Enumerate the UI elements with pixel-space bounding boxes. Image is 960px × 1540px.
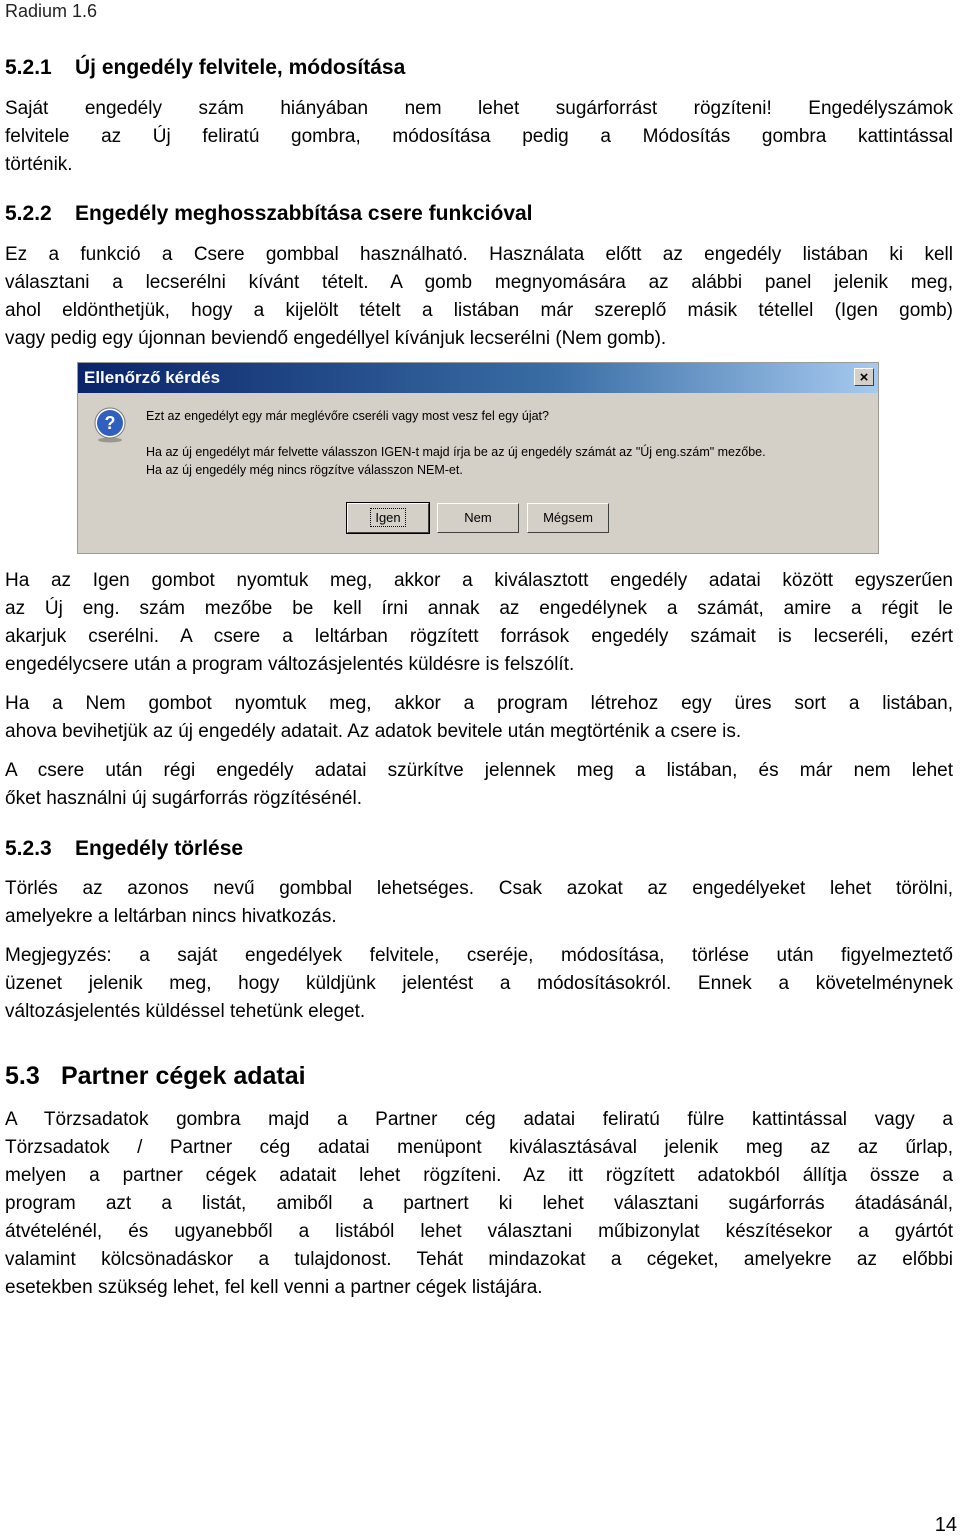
text-line: melyen a partner cégek adatait lehet rögzíteni. Az itt rögzített adatokból állítja össze a (5, 1165, 953, 1186)
text-line: Ha az Igen gombot nyomtuk meg, akkor a kiválasztott engedély adatai között egyszerűen (5, 570, 953, 591)
text-line: vagy pedig egy újonnan beviendő engedéllyel kívánjuk lecserélni (Nem gomb). (5, 328, 667, 349)
paragraph-yes-option (5, 567, 953, 679)
section-title: Új engedély felvitele, módosítása (75, 56, 406, 79)
text-line: akarjuk cserélni. A csere a leltárban rögzített források engedély számait is lecseréli, ezért (5, 626, 953, 647)
text-line: ahol eldönthetjük, hogy a kijelölt tételt a listában már szereplő másik tétellel (Igen gomb) (5, 300, 953, 321)
text-line: amelyekre a leltárban nincs hivatkozás. (5, 906, 337, 927)
heading-5-2-1 (5, 56, 405, 80)
page-number: 14 (934, 1514, 957, 1536)
text-line: átvételénél, és ugyanebből a listából lehet választani műbizonylat készítésekor a gyártót (5, 1221, 953, 1242)
text-line: őket használni új sugárforrás rögzítésénél. (5, 788, 362, 809)
heading-5-3 (5, 1062, 306, 1091)
paragraph-replace-function (5, 241, 953, 353)
section-number: 5.3 (5, 1062, 40, 1090)
text-line: esetekben szükség lehet, fel kell venni a partner cégek listájára. (5, 1277, 543, 1298)
text-line: felvitele az Új feliratú gombra, módosítása pedig a Módosítás gombra kattintással (5, 126, 953, 147)
dialog-hint-yes: Ha az új engedélyt már felvette válasszon IGEN-t majd írja be az új engedély számát az "Új eng.szám" mezőbe. (146, 445, 766, 459)
question-icon (92, 407, 128, 443)
paragraph-greyed (5, 757, 953, 813)
text-line: Ez a funkció a Csere gombbal használható. Használata előtt az engedély listában ki kell (5, 244, 953, 265)
section-title: Engedély törlése (75, 837, 244, 860)
paragraph-note (5, 942, 953, 1026)
text-line: program azt a listát, amiből a partnert ki lehet választani sugárforrás átadásánál, (5, 1193, 953, 1214)
dialog-title-bar (78, 363, 878, 393)
close-button[interactable]: × (854, 368, 874, 386)
text-line: Törlés az azonos nevű gombbal lehetséges. Csak azokat az engedélyeket lehet törölni, (5, 878, 953, 899)
yes-button[interactable] (347, 503, 429, 533)
paragraph-partner-companies (5, 1106, 953, 1302)
dialog-title: Ellenőrző kérdés (84, 368, 221, 387)
text-line: üzenet jelenik meg, hogy küldjünk jelentést a módosításokról. Ennek a követelménynek (5, 973, 953, 994)
text-line: Törzsadatok / Partner cég adatai menüpont kiválasztásával jelenik meg az az űrlap, (5, 1137, 953, 1158)
cancel-button-label: Mégsem (543, 510, 593, 525)
section-title: Engedély meghosszabbítása csere funkcióval (75, 202, 533, 225)
running-header: Radium 1.6 (5, 1, 98, 21)
cancel-button[interactable] (527, 503, 609, 533)
text-line: Saját engedély szám hiányában nem lehet sugárforrást rögzíteni! Engedélyszámok (5, 98, 953, 119)
dialog-hint-no: Ha az új engedély még nincs rögzítve válasszon NEM-et. (146, 463, 463, 477)
text-line: ahova bevihetjük az új engedély adatait. Az adatok bevitele után megtörténik a csere is. (5, 721, 742, 742)
section-number: 5.2.2 (5, 202, 52, 225)
no-button[interactable] (437, 503, 519, 533)
text-line: A csere után régi engedély adatai szürkítve jelennek meg a listában, és már nem lehet (5, 760, 953, 781)
heading-5-2-3 (5, 837, 243, 861)
text-line: történik. (5, 154, 73, 175)
text-line: változásjelentés küldéssel tehetünk eleget. (5, 1001, 366, 1022)
dialog-question: Ezt az engedélyt egy már meglévőre cseréli vagy most vesz fel egy újat? (146, 409, 549, 423)
text-line: engedélycsere után a program változásjelentés küldésre is felszólít. (5, 654, 575, 675)
section-number: 5.2.3 (5, 837, 52, 860)
paragraph-delete (5, 875, 953, 931)
no-button-label: Nem (464, 510, 492, 525)
text-line: az Új eng. szám mezőbe be kell írni annak az engedélynek a számát, amire a régit le (5, 598, 953, 619)
svg-text:?: ? (104, 413, 116, 433)
paragraph-new-license (5, 95, 953, 179)
section-number: 5.2.1 (5, 56, 52, 79)
text-line: A Törzsadatok gombra majd a Partner cég adatai feliratú fülre kattintással vagy a (5, 1109, 953, 1130)
text-line: Ha a Nem gombot nyomtuk meg, akkor a program létrehoz egy üres sort a listában, (5, 693, 953, 714)
heading-5-2-2 (5, 202, 533, 226)
text-line: választani a lecserélni kívánt tételt. A gomb megnyomására az alábbi panel jelenik meg, (5, 272, 953, 293)
paragraph-no-option (5, 690, 953, 746)
text-line: Megjegyzés: a saját engedélyek felvitele, cseréje, módosítása, törlése után figyelmeztető (5, 945, 953, 966)
confirm-dialog (77, 362, 879, 554)
yes-button-label: Igen (370, 508, 405, 527)
section-title: Partner cégek adatai (61, 1062, 306, 1090)
text-line: valamint kölcsönadáskor a tulajdonost. Tehát mindazokat a cégeket, amelyekre az előbbi (5, 1249, 953, 1270)
